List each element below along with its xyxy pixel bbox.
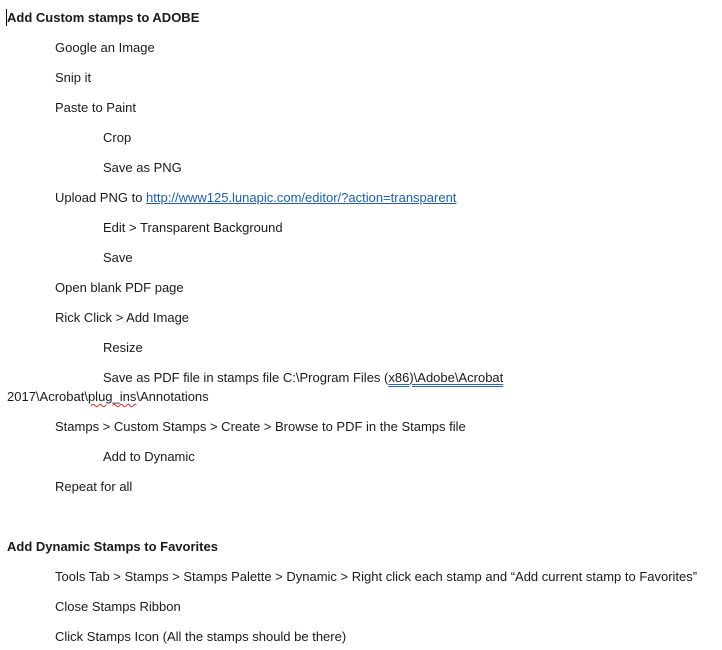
x86-label: x86 (388, 370, 410, 385)
step-tools-tab: Tools Tab > Stamps > Stamps Palette > Dynamic > Right click each stamp and “Add current stamp to Favorites” (55, 569, 698, 584)
section-title-custom-stamps: Add Custom stamps to ADOBE (7, 10, 200, 25)
step-upload-png (55, 190, 456, 206)
save-pdf-prefix-text: Save as PDF file in stamps file C:\Program Files ( (103, 370, 389, 385)
step-open-blank-pdf: Open blank PDF page (55, 280, 184, 295)
step-save-png: Save as PNG (103, 160, 182, 175)
step-save-as-pdf-continued (7, 389, 209, 405)
step-resize: Resize (103, 340, 143, 355)
step-repeat: Repeat for all (55, 479, 133, 494)
step-paste-paint: Paste to Paint (55, 100, 136, 115)
step-save-as-pdf (103, 370, 503, 386)
step-click-stamps-icon: Click Stamps Icon (All the stamps should be there) (55, 629, 347, 644)
step-snip: Snip it (55, 70, 92, 85)
step-google-image: Google an Image (55, 40, 155, 55)
save-pdf-cont-suffix: \Annotations (136, 389, 209, 404)
save-pdf-mid-text: )\Adobe\Acrobat (409, 370, 504, 385)
save-pdf-cont-prefix: 2017\Acrobat\ (7, 389, 88, 404)
plug-ins-misspelled: plug_ins (87, 389, 137, 404)
step-save: Save (103, 250, 133, 265)
step-close-ribbon: Close Stamps Ribbon (55, 599, 181, 614)
step-crop: Crop (103, 130, 132, 145)
step-stamps-path: Stamps > Custom Stamps > Create > Browse to PDF in the Stamps file (55, 419, 466, 434)
step-rick-click: Rick Click > Add Image (55, 310, 190, 325)
section-title-dynamic-favorites: Add Dynamic Stamps to Favorites (7, 539, 218, 554)
upload-prefix-text: Upload PNG to (55, 190, 147, 205)
x86-text (388, 370, 503, 385)
lunapic-link[interactable]: http://www125.lunapic.com/editor/?action=transparent (146, 190, 457, 205)
step-add-dynamic: Add to Dynamic (103, 449, 195, 464)
step-edit-transparent: Edit > Transparent Background (103, 220, 283, 235)
